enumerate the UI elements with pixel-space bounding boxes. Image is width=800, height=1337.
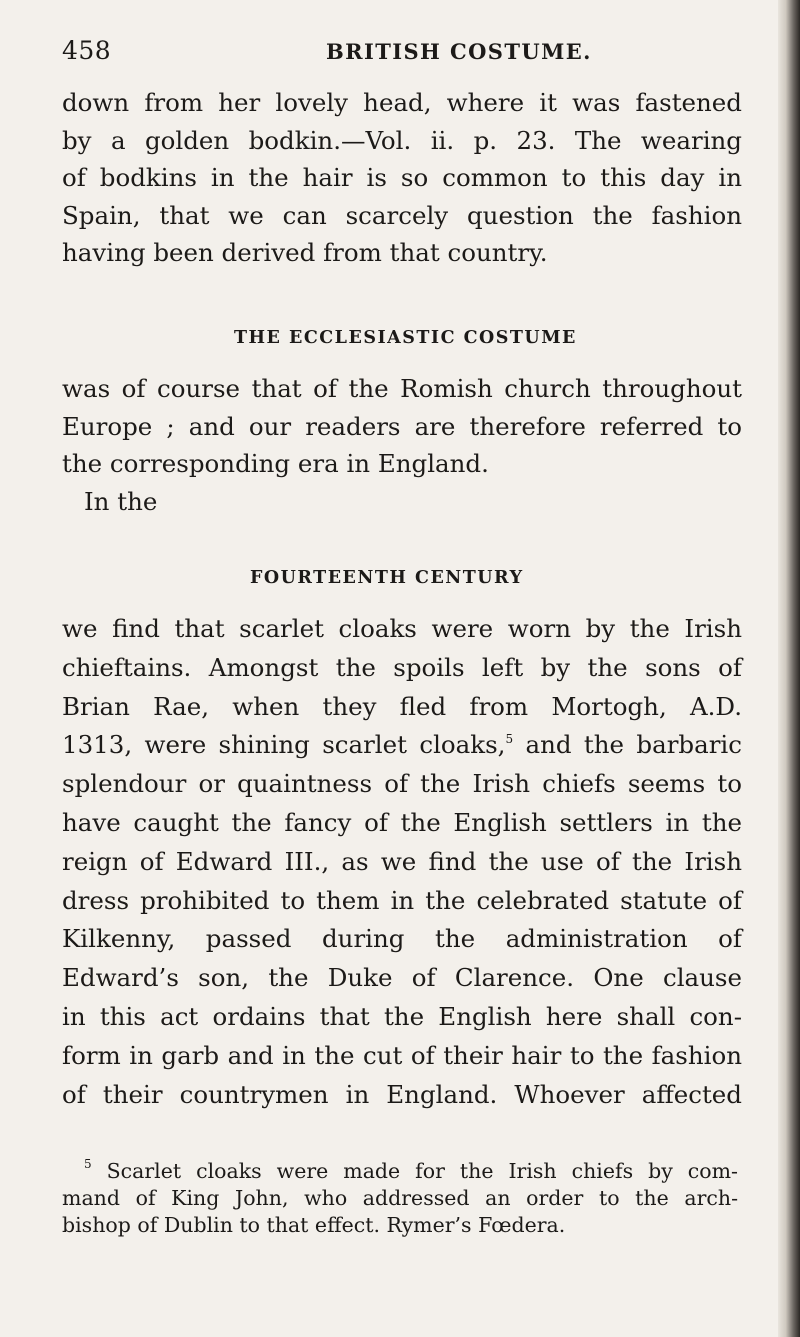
section-heading-ecclesiastic: THE ECCLESIASTIC COSTUME [234,328,577,348]
page-header [62,36,752,72]
paragraph-2 [62,370,742,520]
text-line: Edward’s son, the Duke of Clarence. One clause [62,963,742,993]
paragraph-3 [62,610,742,1114]
text-line: down from her lovely head, where it was fastened [62,88,742,117]
paragraph-1 [62,84,742,272]
page-number: 458 [62,36,112,65]
text-line: have caught the fancy of the English settlers in the [62,807,742,837]
text-line: the corresponding era in England. [62,449,489,479]
footnote-line [62,1158,738,1185]
text-line: by a golden bodkin.—Vol. ii. p. 23. The wearing [62,125,742,155]
footnote-reference[interactable]: 5 [505,732,514,747]
text-line: reign of Edward III., as we find the use of the Irish [62,846,742,876]
footnote-line: bishop of Dublin to that effect. Rymer’s Fœdera. [62,1213,566,1237]
text-line: Kilkenny, passed during the administration of [62,924,742,954]
text-line-with-footnote [62,726,742,765]
text-line: Brian Rae, when they fled from Mortogh, A.D. [62,691,742,721]
text-line: having been derived from that country. [62,238,548,268]
text-line: In the [84,486,158,516]
footnote-marker: 5 [84,1157,92,1171]
section-heading-fourteenth-century: FOURTEENTH CENTURY [250,568,524,588]
text-line: Europe ; and our readers are therefore referred to [62,411,742,441]
text-line: we find that scarlet cloaks were worn by the Irish [62,614,742,643]
page-edge-shadow [778,0,800,1337]
text-line: Spain, that we can scarcely question the fashion [62,200,742,230]
text-line: dress prohibited to them in the celebrated statute of [62,885,742,915]
text-line: splendour or quaintness of the Irish chiefs seems to [62,769,742,799]
running-head: BRITISH COSTUME. [326,39,592,64]
footnote-line: mand of King John, who addressed an order to the arch- [62,1186,738,1210]
text-fragment: and the barbaric [525,730,742,760]
text-line: form in garb and in the cut of their hair to the fashion [62,1040,742,1070]
text-line: in this act ordains that the English here shall con- [62,1001,742,1031]
text-fragment: 1313, were shining scarlet cloaks, [62,730,506,760]
footnote-text: Scarlet cloaks were made for the Irish chiefs by com- [106,1159,738,1183]
text-line: chieftains. Amongst the spoils left by the sons of [62,652,742,682]
text-line: of bodkins in the hair is so common to this day in [62,163,742,193]
text-line: of their countrymen in England. Whoever affected [62,1079,742,1109]
text-line: was of course that of the Romish church throughout [62,374,742,403]
footnote [62,1158,738,1239]
